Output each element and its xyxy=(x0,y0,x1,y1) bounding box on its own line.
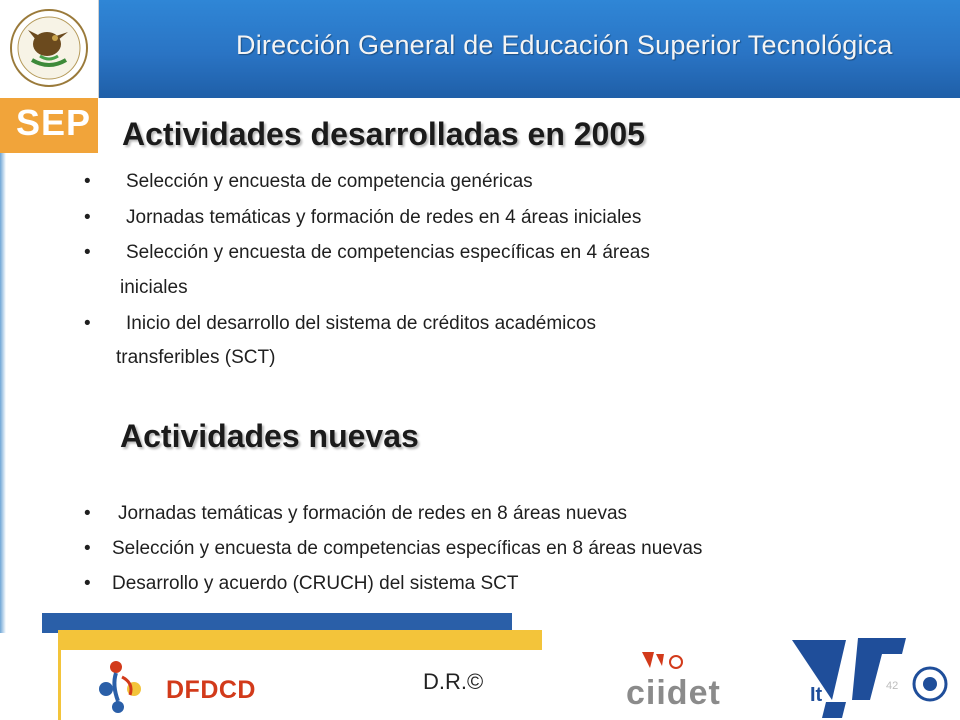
header-title: Dirección General de Educación Superior Tecnológica xyxy=(236,30,893,60)
list-item-text: iniciales xyxy=(120,277,188,298)
list-item-text: transferibles (SCT) xyxy=(116,347,276,368)
ciidet-logo-text: ciidet xyxy=(626,674,721,712)
bullet-icon: • xyxy=(84,573,91,594)
left-accent-rule xyxy=(0,153,6,633)
eagle-seal-icon xyxy=(0,0,98,98)
header-banner xyxy=(0,0,960,98)
footer-yellow-bar xyxy=(58,630,542,650)
sep-logo-text: SEP xyxy=(16,102,92,143)
national-seal-logo xyxy=(0,0,99,98)
section-title-nuevas: Actividades nuevas xyxy=(120,418,419,454)
bullet-icon: • xyxy=(84,171,91,192)
list-item-text: Jornadas temáticas y formación de redes en 4 áreas iniciales xyxy=(126,207,642,228)
bullet-icon: • xyxy=(84,242,91,263)
bullet-icon: • xyxy=(84,313,91,334)
dfdcd-logo-text: DFDCD xyxy=(166,676,256,704)
section-title-2005: Actividades desarrolladas en 2005 xyxy=(122,116,645,152)
list-item-text: Selección y encuesta de competencias específicas en 8 áreas nuevas xyxy=(112,538,703,559)
it-logo-text: It xyxy=(810,684,823,706)
list-item-text: Desarrollo y acuerdo (CRUCH) del sistema SCT xyxy=(112,573,519,594)
bullet-icon: • xyxy=(84,503,91,524)
list-item-text: Jornadas temáticas y formación de redes en 8 áreas nuevas xyxy=(118,503,628,524)
bullet-icon: • xyxy=(84,207,91,228)
list-item-text: Inicio del desarrollo del sistema de créditos académicos xyxy=(126,313,596,334)
bullet-icon: • xyxy=(84,538,91,559)
sep-logo xyxy=(0,98,98,153)
list-item-text: Selección y encuesta de competencias específicas en 4 áreas xyxy=(126,242,650,263)
list-item-text: Selección y encuesta de competencia genéricas xyxy=(126,171,533,192)
page-number: 42 xyxy=(886,680,899,692)
copyright-label: D.R.© xyxy=(423,669,484,694)
it-logo-icon xyxy=(786,634,954,720)
dfdcd-logo-icon xyxy=(94,655,160,717)
